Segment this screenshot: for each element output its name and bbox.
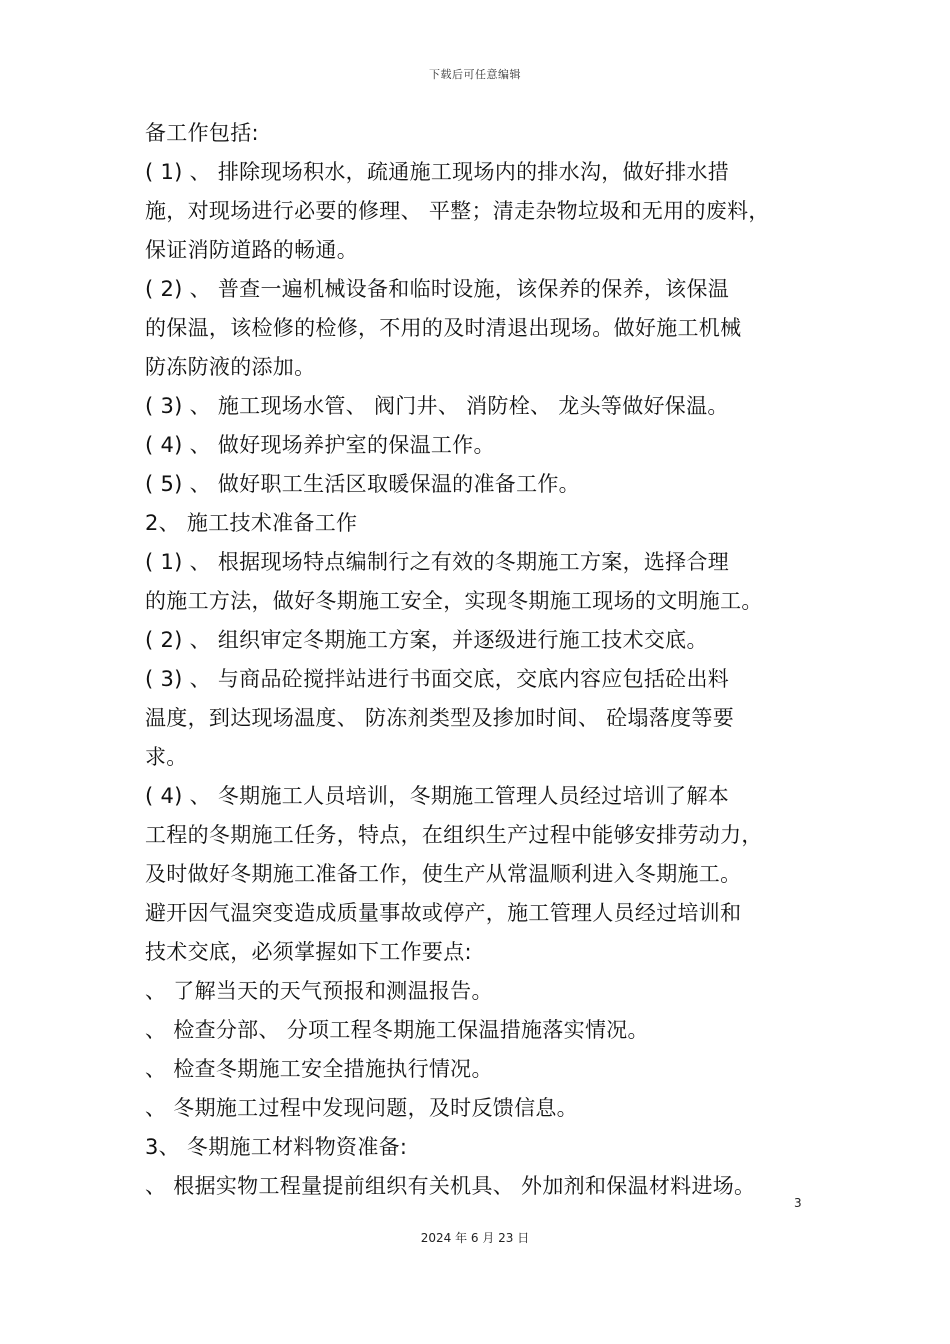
document-body [145, 114, 825, 1206]
page-header-note: 下载后可任意编辑 [429, 68, 521, 81]
text-line: 施，对现场进行必要的修理、 平整；清走杂物垃圾和无用的废料， [145, 199, 770, 223]
text-line: ( 1) 、 根据现场特点编制行之有效的冬期施工方案，选择合理 [145, 550, 730, 574]
text-line: ( 3) 、 与商品砼搅拌站进行书面交底，交底内容应包括砼出料 [145, 667, 730, 691]
text-line: ( 2) 、 组织审定冬期施工方案，并逐级进行施工技术交底。 [145, 628, 708, 652]
text-line: ( 4) 、 冬期施工人员培训，冬期施工管理人员经过培训了解本 [145, 784, 730, 808]
list-item: 、 冬期施工过程中发现问题，及时反馈信息。 [145, 1096, 578, 1120]
text-line: ( 3) 、 施工现场水管、 阀门井、 消防栓、 龙头等做好保温。 [145, 394, 729, 418]
page-number: 3 [794, 1196, 802, 1210]
list-item: 、 根据实物工程量提前组织有关机具、 外加剂和保温材料进场。 [145, 1174, 756, 1198]
text-line: ( 4) 、 做好现场养护室的保温工作。 [145, 433, 495, 457]
text-line: 及时做好冬期施工准备工作，使生产从常温顺利进入冬期施工。 [145, 862, 742, 886]
text-line: 工程的冬期施工任务，特点，在组织生产过程中能够安排劳动力， [145, 823, 763, 847]
page-footer-date: 2024 年 6 月 23 日 [420, 1231, 530, 1245]
text-line: ( 2) 、 普查一遍机械设备和临时设施，该保养的保养，该保温 [145, 277, 730, 301]
list-item: 、 了解当天的天气预报和测温报告。 [145, 979, 493, 1003]
list-item: 、 检查分部、 分项工程冬期施工保温措施落实情况。 [145, 1018, 649, 1042]
text-line: 的保温，该检修的检修，不用的及时清退出现场。做好施工机械 [145, 316, 742, 340]
text-line: 避开因气温突变造成质量事故或停产，施工管理人员经过培训和 [145, 901, 742, 925]
text-line: 保证消防道路的畅通。 [145, 238, 358, 262]
text-line: 备工作包括: [145, 121, 259, 145]
list-item: 、 检查冬期施工安全措施执行情况。 [145, 1057, 493, 1081]
text-line: ( 1) 、 排除现场积水，疏通施工现场内的排水沟，做好排水措 [145, 160, 730, 184]
text-line: ( 5) 、 做好职工生活区取暖保温的准备工作。 [145, 472, 580, 496]
text-line: 技术交底，必须掌握如下工作要点: [145, 940, 472, 964]
section-heading: 3、 冬期施工材料物资准备: [145, 1135, 408, 1159]
text-line: 的施工方法，做好冬期施工安全，实现冬期施工现场的文明施工。 [145, 589, 763, 613]
text-line: 温度，到达现场温度、 防冻剂类型及掺加时间、 砼塌落度等要 [145, 706, 735, 730]
text-line: 防冻防液的添加。 [145, 355, 316, 379]
text-line: 求。 [145, 745, 188, 769]
section-heading: 2、 施工技术准备工作 [145, 511, 358, 535]
